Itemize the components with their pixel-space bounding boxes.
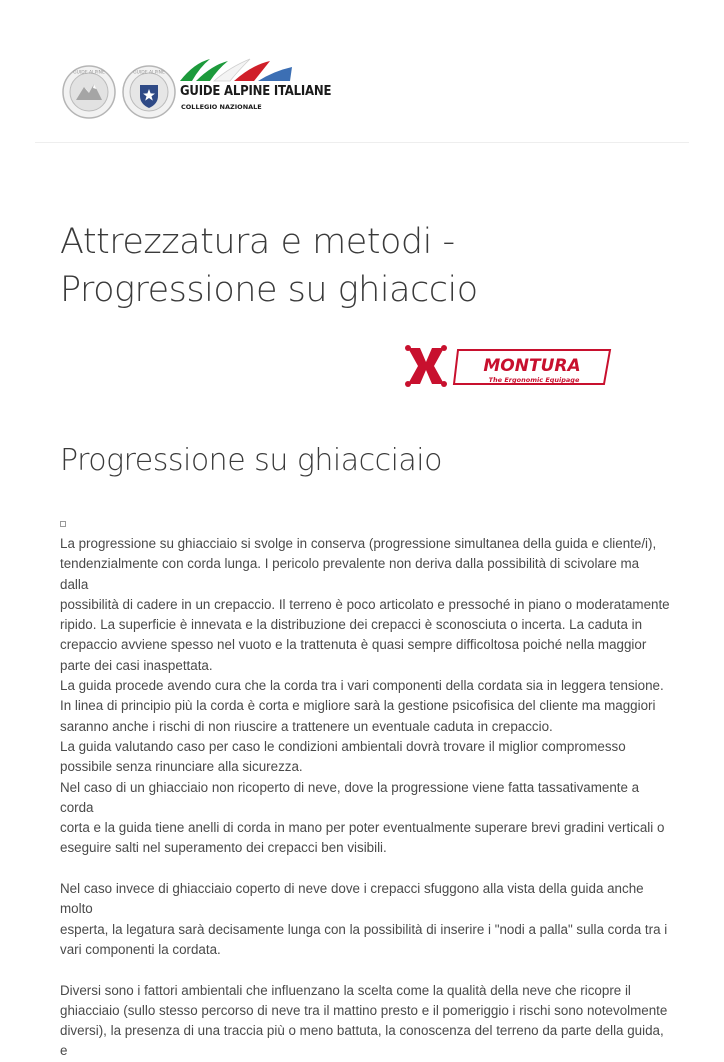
text-line: parte dei casi inaspettata. [60, 657, 213, 673]
text-line: Diversi sono i fattori ambientali che influenzano la scelta come la qualità della neve che ricopre il [60, 982, 631, 998]
text-line: eseguire salti nel superamento dei crepacci ben visibili. [60, 840, 387, 856]
text-line: Nel caso di un ghiacciaio non ricoperto di neve, dove la progressione viene fatta tassativamente a corda [60, 779, 640, 815]
text-line: corta e la guida tiene anelli di corda in mano per poter eventualmente superare brevi gradini verticali o [60, 820, 665, 836]
text-line: ghiacciaio (sullo stesso percorso di neve tra il mattino presto e il pomeriggio i rischi sono notevolmente [60, 1002, 668, 1018]
text-line: esperta, la legatura sarà decisamente lunga con la possibilità di inserire i "nodi a palla" sulla corda tra i [60, 921, 668, 937]
site-header [0, 0, 724, 143]
montura-tagline: The Ergonomic Equipage [488, 376, 580, 384]
seal-1-text: GUIDE ALPINE [73, 70, 105, 76]
broken-image-icon [60, 521, 66, 527]
page-title: Attrezzatura e metodi - Progressione su ghiaccio [60, 222, 478, 310]
seal-2-text: GUIDE ALPINE [133, 70, 165, 76]
text-line: Nel caso invece di ghiacciaio coperto di neve dove i crepacci sfuggono alla vista della guida anche molto [60, 881, 644, 917]
text-line: ripido. La superficie è innevata e la distribuzione dei crepacci è sconosciuta o incerta. La caduta in [60, 617, 643, 633]
montura-cross-icon [405, 345, 447, 387]
text-line: La progressione su ghiacciaio si svolge in conserva (progressione simultanea della guida e cliente/i), [60, 536, 657, 551]
text-line: saranno anche i rischi di non riuscire a trattenere un eventuale caduta in crepaccio. [60, 718, 553, 734]
montura-sponsor-logo[interactable] [404, 344, 614, 394]
text-line: vari componenti la cordata. [60, 941, 221, 957]
text-line: diversi), la presenza di una traccia più o meno battuta, la conoscenza del terreno da parte della guida, e [60, 1023, 664, 1059]
montura-wordmark: MONTURA [483, 356, 581, 376]
header-divider [35, 142, 689, 143]
brand-subtitle: COLLEGIO NAZIONALE [181, 103, 262, 111]
text-line: possibilità di cadere in un crepaccio. Il terreno è poco articolato e pressoché in piano o moderatamente [60, 596, 670, 612]
paragraph-2 [60, 879, 670, 960]
paragraph-gap [60, 960, 670, 980]
paragraph-1 [60, 534, 670, 859]
text-line: La guida procede avendo cura che la corda tra i vari componenti della cordata sia in leggera tensione. [60, 678, 664, 694]
text-line: La guida valutando caso per caso le condizioni ambientali dovrà trovare il miglior compromesso [60, 738, 626, 754]
collegio-seal-logo[interactable] [122, 65, 176, 119]
section-title: Progressione su ghiacciaio [60, 443, 442, 478]
text-line: possibile senza rinunciare alla sicurezza. [60, 759, 303, 775]
mountain-swoosh-icon [178, 55, 338, 85]
paragraph-gap [60, 859, 670, 879]
guide-alpine-seal-logo[interactable] [62, 65, 116, 119]
guide-alpine-italiane-logo[interactable] [178, 55, 338, 117]
text-line: In linea di principio più la corda è corta e migliore sarà la gestione psicofisica del cliente ma maggiori [60, 698, 656, 714]
brand-name: GUIDE ALPINE ITALIANE [180, 84, 332, 99]
text-line: crepaccio avviene spesso nel vuoto e la trattenuta è quasi sempre difficoltosa poiché nella maggior [60, 637, 647, 653]
text-line: tendenzialmente con corda lunga. I pericolo prevalente non deriva dalla possibilità di scivolare ma dalla [60, 556, 640, 592]
article-body [60, 534, 670, 1062]
paragraph-3 [60, 981, 670, 1062]
